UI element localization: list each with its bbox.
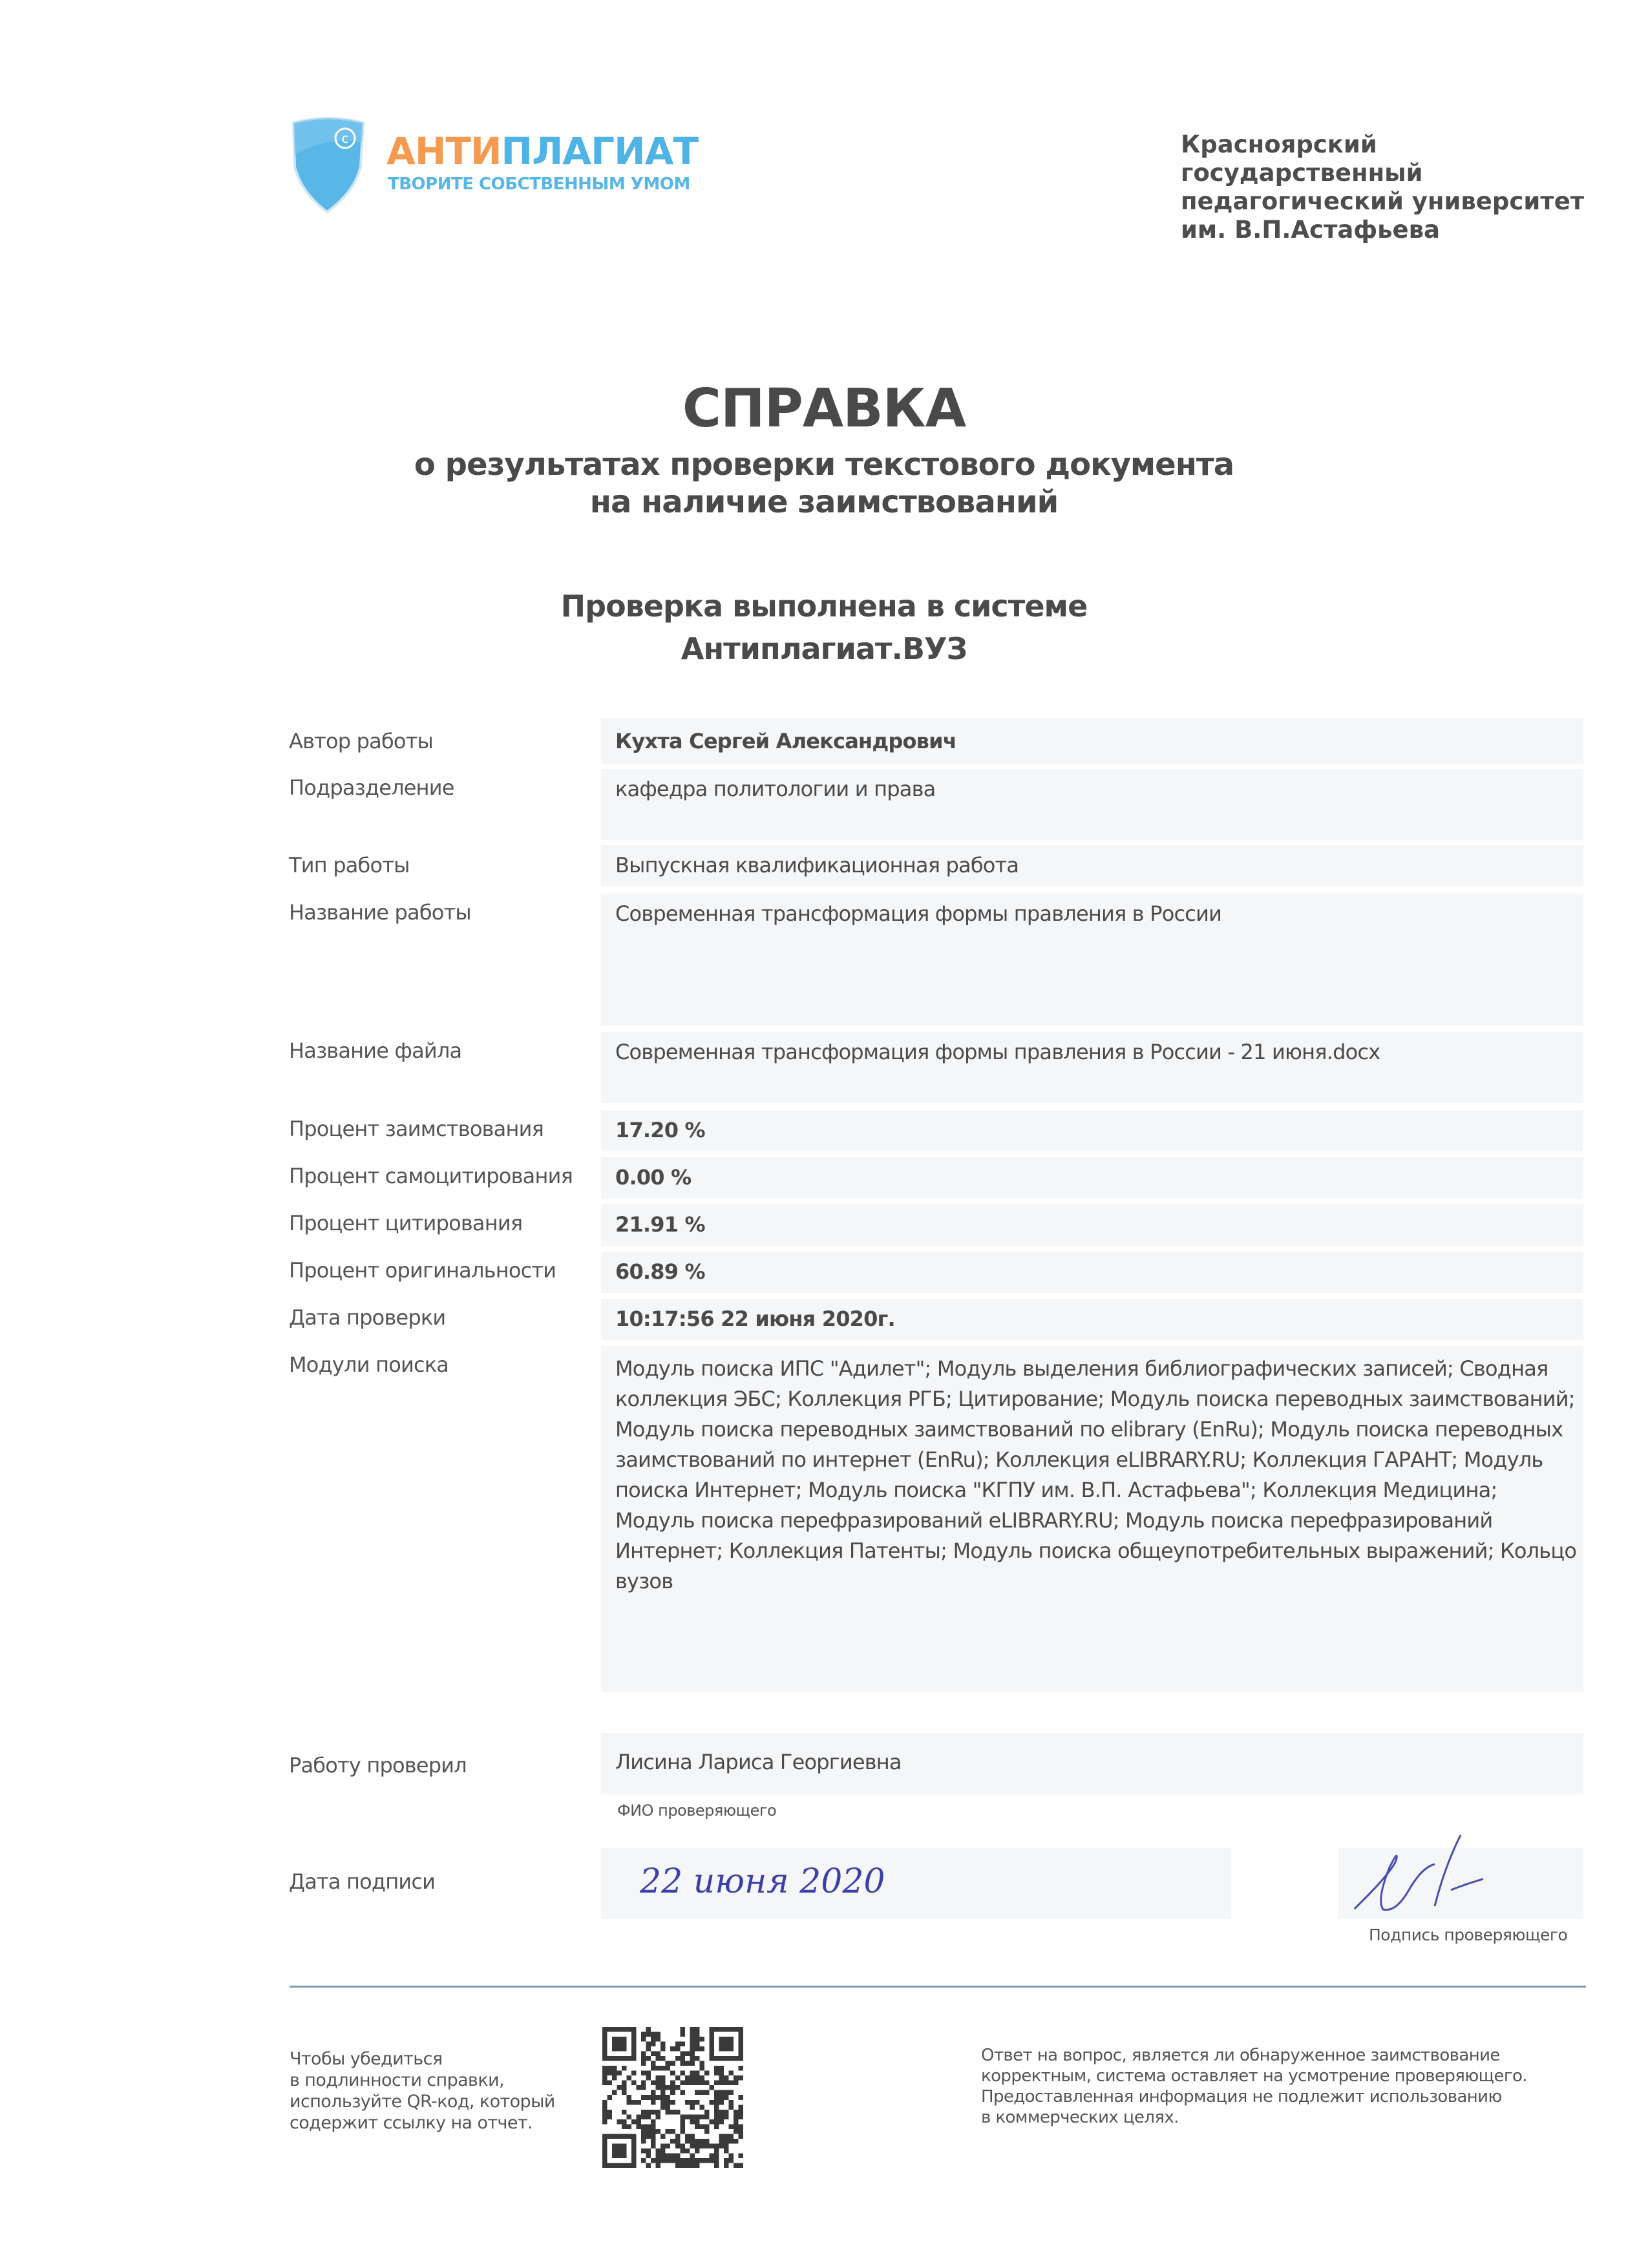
borrowing-field bbox=[601, 1110, 1583, 1151]
originality-field bbox=[601, 1252, 1583, 1293]
citation-label: Процент цитирования bbox=[289, 1211, 523, 1235]
work-type-value: Выпускная квалификационная работа bbox=[615, 853, 1019, 877]
modules-field bbox=[601, 1346, 1583, 1692]
qr-code-icon[interactable] bbox=[602, 2026, 743, 2169]
originality-label: Процент оригинальности bbox=[289, 1258, 556, 1283]
footer-divider bbox=[290, 1986, 1586, 1988]
borrowing-value: 17.20 % bbox=[615, 1118, 705, 1142]
self-citation-value: 0.00 % bbox=[615, 1165, 692, 1190]
sign-date-field bbox=[601, 1848, 1231, 1919]
department-field bbox=[601, 769, 1583, 840]
sign-date-label: Дата подписи bbox=[289, 1869, 436, 1894]
author-field bbox=[601, 719, 1583, 764]
signature-field bbox=[1338, 1848, 1583, 1919]
checker-value: Лисина Лариса Георгиевна bbox=[615, 1750, 902, 1774]
author-value: Кухта Сергей Александрович bbox=[615, 729, 956, 753]
modules-label: Модули поиска bbox=[289, 1352, 449, 1377]
author-label: Автор работы bbox=[289, 729, 433, 753]
logo-tagline: ТВОРИТЕ СОБСТВЕННЫМ УМОМ bbox=[388, 174, 690, 194]
document-subtitle: о результатах проверки текстового документа на наличие заимствований bbox=[414, 446, 1234, 520]
svg-text:c: c bbox=[341, 131, 349, 146]
citation-field bbox=[601, 1204, 1583, 1246]
disclaimer: Ответ на вопрос, является ли обнаруженное заимствование корректным, система оставляет на усмотрение проверяющего. Предоставленная информация не подлежит использованию в коммерческих целях. bbox=[981, 2046, 1527, 2127]
check-date-value: 10:17:56 22 июня 2020г. bbox=[615, 1307, 895, 1331]
self-citation-label: Процент самоцитирования bbox=[289, 1164, 573, 1188]
check-date-field bbox=[601, 1299, 1583, 1340]
system-caption: Проверка выполнена в системе Антиплагиат.ВУЗ bbox=[560, 589, 1088, 666]
department-value: кафедра политологии и права bbox=[615, 777, 936, 801]
file-name-field bbox=[601, 1032, 1583, 1103]
originality-value: 60.89 % bbox=[615, 1259, 705, 1284]
antiplagiat-logo bbox=[290, 116, 703, 213]
file-name-label: Название файла bbox=[289, 1038, 462, 1063]
borrowing-label: Процент заимствования bbox=[289, 1117, 544, 1141]
handwritten-date: 22 июня 2020 bbox=[640, 1862, 885, 1901]
checker-field bbox=[601, 1733, 1583, 1794]
checker-label: Работу проверил bbox=[289, 1753, 467, 1778]
logo-wordmark: АНТИПЛАГИАТ bbox=[386, 129, 699, 173]
qr-note: Чтобы убедиться в подлинности справки, используйте QR-код, который содержит ссылку на отчет. bbox=[290, 2049, 555, 2133]
work-type-field bbox=[601, 845, 1583, 887]
signature-caption: Подпись проверяющего bbox=[1369, 1926, 1568, 1944]
department-label: Подразделение bbox=[289, 775, 454, 800]
citation-value: 21.91 % bbox=[615, 1212, 705, 1237]
checker-caption: ФИО проверяющего bbox=[617, 1801, 777, 1820]
modules-value: Модуль поиска ИПС "Адилет"; Модуль выделения библиографических записей; Сводная коллекция ЭБС; Коллекция РГБ; Цитирование; Модуль поиска переводных заимствований; Модуль поиска переводных заимствований по elibrary (EnRu); Модуль поиска переводных заимствований по интернет (EnRu); Коллекция eLIBRARY.RU; Коллекция ГАРАНТ; Модуль поиска Интернет; Модуль поиска "КГПУ им. В.П. Астафьева"; Коллекция Медицина; Модуль поиска перефразирований eLIBRARY.RU; Модуль поиска перефразирований Интернет; Коллекция Патенты; Модуль поиска общеупотребительных выражений; Кольцо вузов bbox=[615, 1356, 1577, 1593]
file-name-value: Современная трансформация формы правления в России - 21 июня.docx bbox=[615, 1040, 1380, 1064]
check-date-label: Дата проверки bbox=[289, 1305, 446, 1330]
work-type-label: Тип работы bbox=[289, 853, 410, 877]
work-title-value: Современная трансформация формы правления в России bbox=[615, 901, 1222, 926]
work-title-label: Название работы bbox=[289, 900, 471, 925]
self-citation-field bbox=[601, 1157, 1583, 1199]
shield-copyright-icon bbox=[290, 116, 367, 213]
organization-name: Красноярский государственный педагогический университет им. В.П.Астафьева bbox=[1181, 131, 1585, 244]
signature-icon bbox=[1338, 1829, 1583, 1919]
document-title: СПРАВКА bbox=[682, 378, 966, 439]
work-title-field bbox=[601, 894, 1583, 1026]
